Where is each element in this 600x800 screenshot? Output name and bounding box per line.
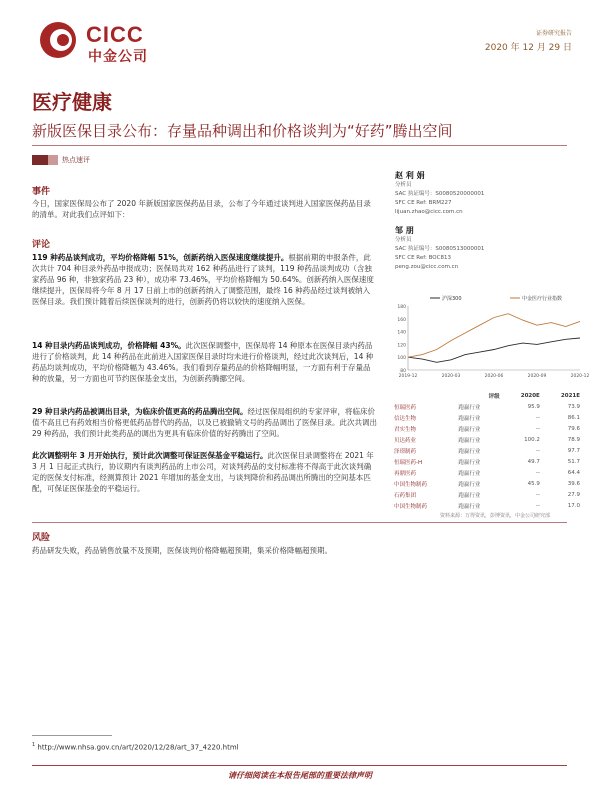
table-source: 资料来源：万得资讯，彭博资讯，中金公司研究部 [440, 513, 551, 519]
table-header [392, 390, 456, 401]
table-row [392, 434, 582, 445]
analyst-name: 赵 利 娟 [395, 171, 425, 180]
y-tick-label: 140 [397, 330, 406, 336]
table-row [392, 423, 582, 434]
valuation-cell: 27.9 [567, 491, 580, 498]
footnote-divider [32, 735, 112, 736]
table-row [392, 401, 582, 412]
paragraph-lead: 此次调整明年 3 月开始执行，预计此次调整可保证医保基金平稳运行。 [32, 451, 268, 460]
table-header: 2021E [560, 392, 580, 399]
paragraph-body: 根据前期的申报条件，此次共计 704 种目录外药品申报成功；医保局共对 162 种药品进行了谈判，119 种药品谈判成功（含独家药品 96 种，非独家药品 23 种），成功率 73.46%，平均价格降幅为 50.64%。创新药纳入医保速度继续提升，医保局将今年 8 月 17 日前上市的创新药纳入了调整范围，最终 16 种药品经过谈判被纳入医保目录。我们预计随着后续医保谈判的进行，创新药仍将以较快的速度纳入医保。 [32, 253, 374, 306]
table-row [392, 445, 582, 456]
analyst-sfc: SFC CE Ref: BRM227 [395, 200, 452, 206]
table-header-row [392, 390, 582, 401]
analyst-block-1 [395, 170, 575, 217]
legal-disclaimer: 请仔细阅读在本报告尾部的重要法律声明 [228, 771, 372, 780]
company-name: 中国生物制药 [394, 481, 428, 488]
table-row [392, 478, 582, 489]
paragraph-lead: 119 种药品谈判成功，平均价格降幅 51%，创新药纳入医保速度继续提升。 [32, 253, 289, 262]
analyst-email[interactable]: peng.zou@cicc.com.cn [395, 264, 459, 270]
event-text: 今日，国家医保局公布了 2020 年新版国家医保药品目录，公布了今年通过谈判进入国家医保药品目录的清单。对此我们点评如下： [32, 199, 371, 219]
valuation-cell: 78.9 [567, 436, 580, 443]
company-name: 石药集团 [394, 492, 417, 499]
y-tick-label: 120 [397, 343, 406, 349]
valuation-cell: 97.7 [567, 447, 580, 454]
logo-chinese-text: 中金公司 [88, 49, 148, 65]
rating: 跑赢行业 [458, 459, 481, 466]
legend-label: 沪深300 [442, 296, 462, 302]
comment-paragraph-4 [32, 450, 377, 494]
rating: 跑赢行业 [458, 481, 481, 488]
valuation-cell: 17.0 [567, 502, 580, 509]
x-tick-label: 2020-03 [441, 374, 461, 379]
company-name: 恒瑞医药-H [394, 459, 423, 466]
comment-paragraph-3 [32, 406, 377, 439]
footer-divider [32, 765, 567, 766]
report-date: 2020 年 12 月 29 日 [484, 43, 572, 53]
company-name: 信达生物 [394, 415, 417, 422]
divider [32, 145, 567, 146]
company-name: 君实生物 [394, 426, 417, 433]
footnote-link[interactable]: http://www.nhsa.gov.cn/art/2020/12/28/art_37_4220.html [37, 743, 239, 752]
risk-section-title: 风险 [32, 533, 51, 543]
valuation-cell: 79.6 [567, 425, 580, 432]
footnote [32, 742, 239, 751]
valuation-cell: 49.7 [527, 458, 540, 465]
valuation-cell: 73.9 [567, 403, 580, 410]
y-tick-label: 180 [397, 305, 406, 310]
valuation-cell: -- [535, 469, 540, 476]
rating: 跑赢行业 [458, 426, 481, 433]
valuation-cell: -- [535, 425, 540, 432]
analyst-sac: SAC 执证编号：S0080520000001 [395, 191, 485, 197]
valuation-cell: 86.1 [567, 414, 580, 421]
rating: 跑赢行业 [458, 470, 481, 477]
sector-title: 医疗健康 [32, 90, 112, 114]
table-row [392, 456, 582, 467]
valuation-cell: 100.2 [524, 436, 540, 443]
x-tick-label: 2019-12 [398, 374, 418, 379]
valuation-cell: -- [535, 414, 540, 421]
index-performance-chart [390, 292, 590, 384]
logo-text: CICC [86, 22, 144, 47]
table-header: 评级 [488, 393, 500, 400]
report-type: 证券研究报告 [535, 30, 572, 37]
paragraph-lead: 29 种目录内药品被调出目录，为临床价值更高的药品腾出空间。 [32, 407, 248, 416]
rating: 跑赢行业 [458, 415, 481, 422]
x-tick-label: 2020-06 [484, 374, 504, 379]
valuation-cell: 45.9 [527, 480, 540, 487]
valuation-cell: -- [535, 447, 540, 454]
rating: 跑赢行业 [458, 404, 481, 411]
series-line [408, 314, 580, 358]
analyst-email[interactable]: lijuan.zhao@cicc.com.cn [395, 209, 463, 215]
analyst-sfc: SFC CE Ref: BOC813 [395, 255, 451, 261]
valuation-cell: 95.9 [527, 403, 540, 410]
coverage-table [392, 390, 582, 511]
y-tick-label: 160 [397, 317, 406, 323]
company-name: 贝达药业 [394, 437, 417, 444]
company-name: 中国生物制药 [394, 503, 428, 510]
risk-text: 药品研发失败，药品销售放量不及预期，医保谈判价格降幅超预期，集采价格降幅超预期。 [32, 546, 332, 555]
company-name: 恒瑞医药 [394, 404, 417, 411]
event-section-title: 事件 [32, 187, 51, 197]
valuation-cell: -- [535, 491, 540, 498]
analyst-role: 分析员 [395, 182, 412, 188]
table-row [392, 467, 582, 478]
paragraph-body: 此次医保调整中，医保局将 14 种原本在医保目录内药品进行了价格谈判，此 14 种药品在此前进入国家医保目录时均未进行价格谈判，经过此次谈判后，14 种药品均谈判成功，平均价格降幅为 43.46%。我们看到存量药品的价格降幅明显，一方面有利于存量品种的放量，另一方面也可节约医保基金支出，为创新药腾挪空间。 [32, 341, 374, 383]
analyst-role: 分析员 [395, 237, 412, 243]
analyst-sac: SAC 执证编号：S0080513000001 [395, 246, 485, 252]
tag-label: 热点速评 [62, 156, 90, 164]
y-tick-label: 100 [397, 356, 406, 362]
analyst-name: 邹 朋 [395, 226, 414, 235]
rating: 跑赢行业 [458, 503, 481, 510]
rating: 跑赢行业 [458, 448, 481, 455]
table-header: 2020E [520, 392, 540, 399]
divider [32, 522, 567, 523]
table-row [392, 412, 582, 423]
comment-paragraph-1 [32, 252, 377, 307]
valuation-cell: 51.7 [567, 458, 580, 465]
rating: 跑赢行业 [458, 492, 481, 499]
tag-marker-light [48, 155, 58, 165]
paragraph-body: 经过医保局组织的专家评审，将临床价值不高且已有药效相当价格更低药品替代的药品，以及已被撤销文号的药品调出了医保目录。此次共调出 29 种药品，我们预计此类药品的调出为更具有临床价值的好药腾出了空间。 [32, 407, 377, 438]
analyst-block-2 [395, 225, 575, 272]
paragraph-lead: 14 种目录内药品谈判成功，价格降幅 43%。 [32, 341, 186, 350]
comment-section-title: 评论 [32, 240, 51, 250]
x-tick-label: 2020-09 [527, 374, 547, 379]
valuation-cell: 64.4 [567, 469, 580, 476]
company-name: 泽璟制药 [394, 448, 417, 455]
y-tick-label: 80 [400, 369, 406, 374]
footnote-number: 1 [32, 742, 36, 748]
legend-label: 中金医疗行业指数 [522, 296, 563, 302]
x-tick-label: 2020-12 [570, 374, 590, 379]
cicc-logo-icon [38, 20, 78, 60]
valuation-cell: 39.6 [567, 480, 580, 487]
report-headline: 新版医保目录公布：存量品种调出和价格谈判为“好药”腾出空间 [32, 122, 453, 140]
company-name: 再鼎医药 [394, 470, 417, 477]
table-row [392, 500, 582, 511]
rating: 跑赢行业 [458, 437, 481, 444]
valuation-cell: -- [535, 502, 540, 509]
comment-paragraph-2 [32, 340, 377, 384]
paragraph-body: 此次医保目录调整将在 2021 年 3 月 1 日起正式执行，协议期内有谈判药品的上市公司，对谈判药品的支付标准将不得高于此次谈判确定的医保支付标准，经测算预计 2021 年增加的基金支出，与谈判降价和药品调出所腾出的空间基本匹配，可保证医保基金的平稳运行。 [32, 451, 374, 493]
table-row [392, 489, 582, 500]
